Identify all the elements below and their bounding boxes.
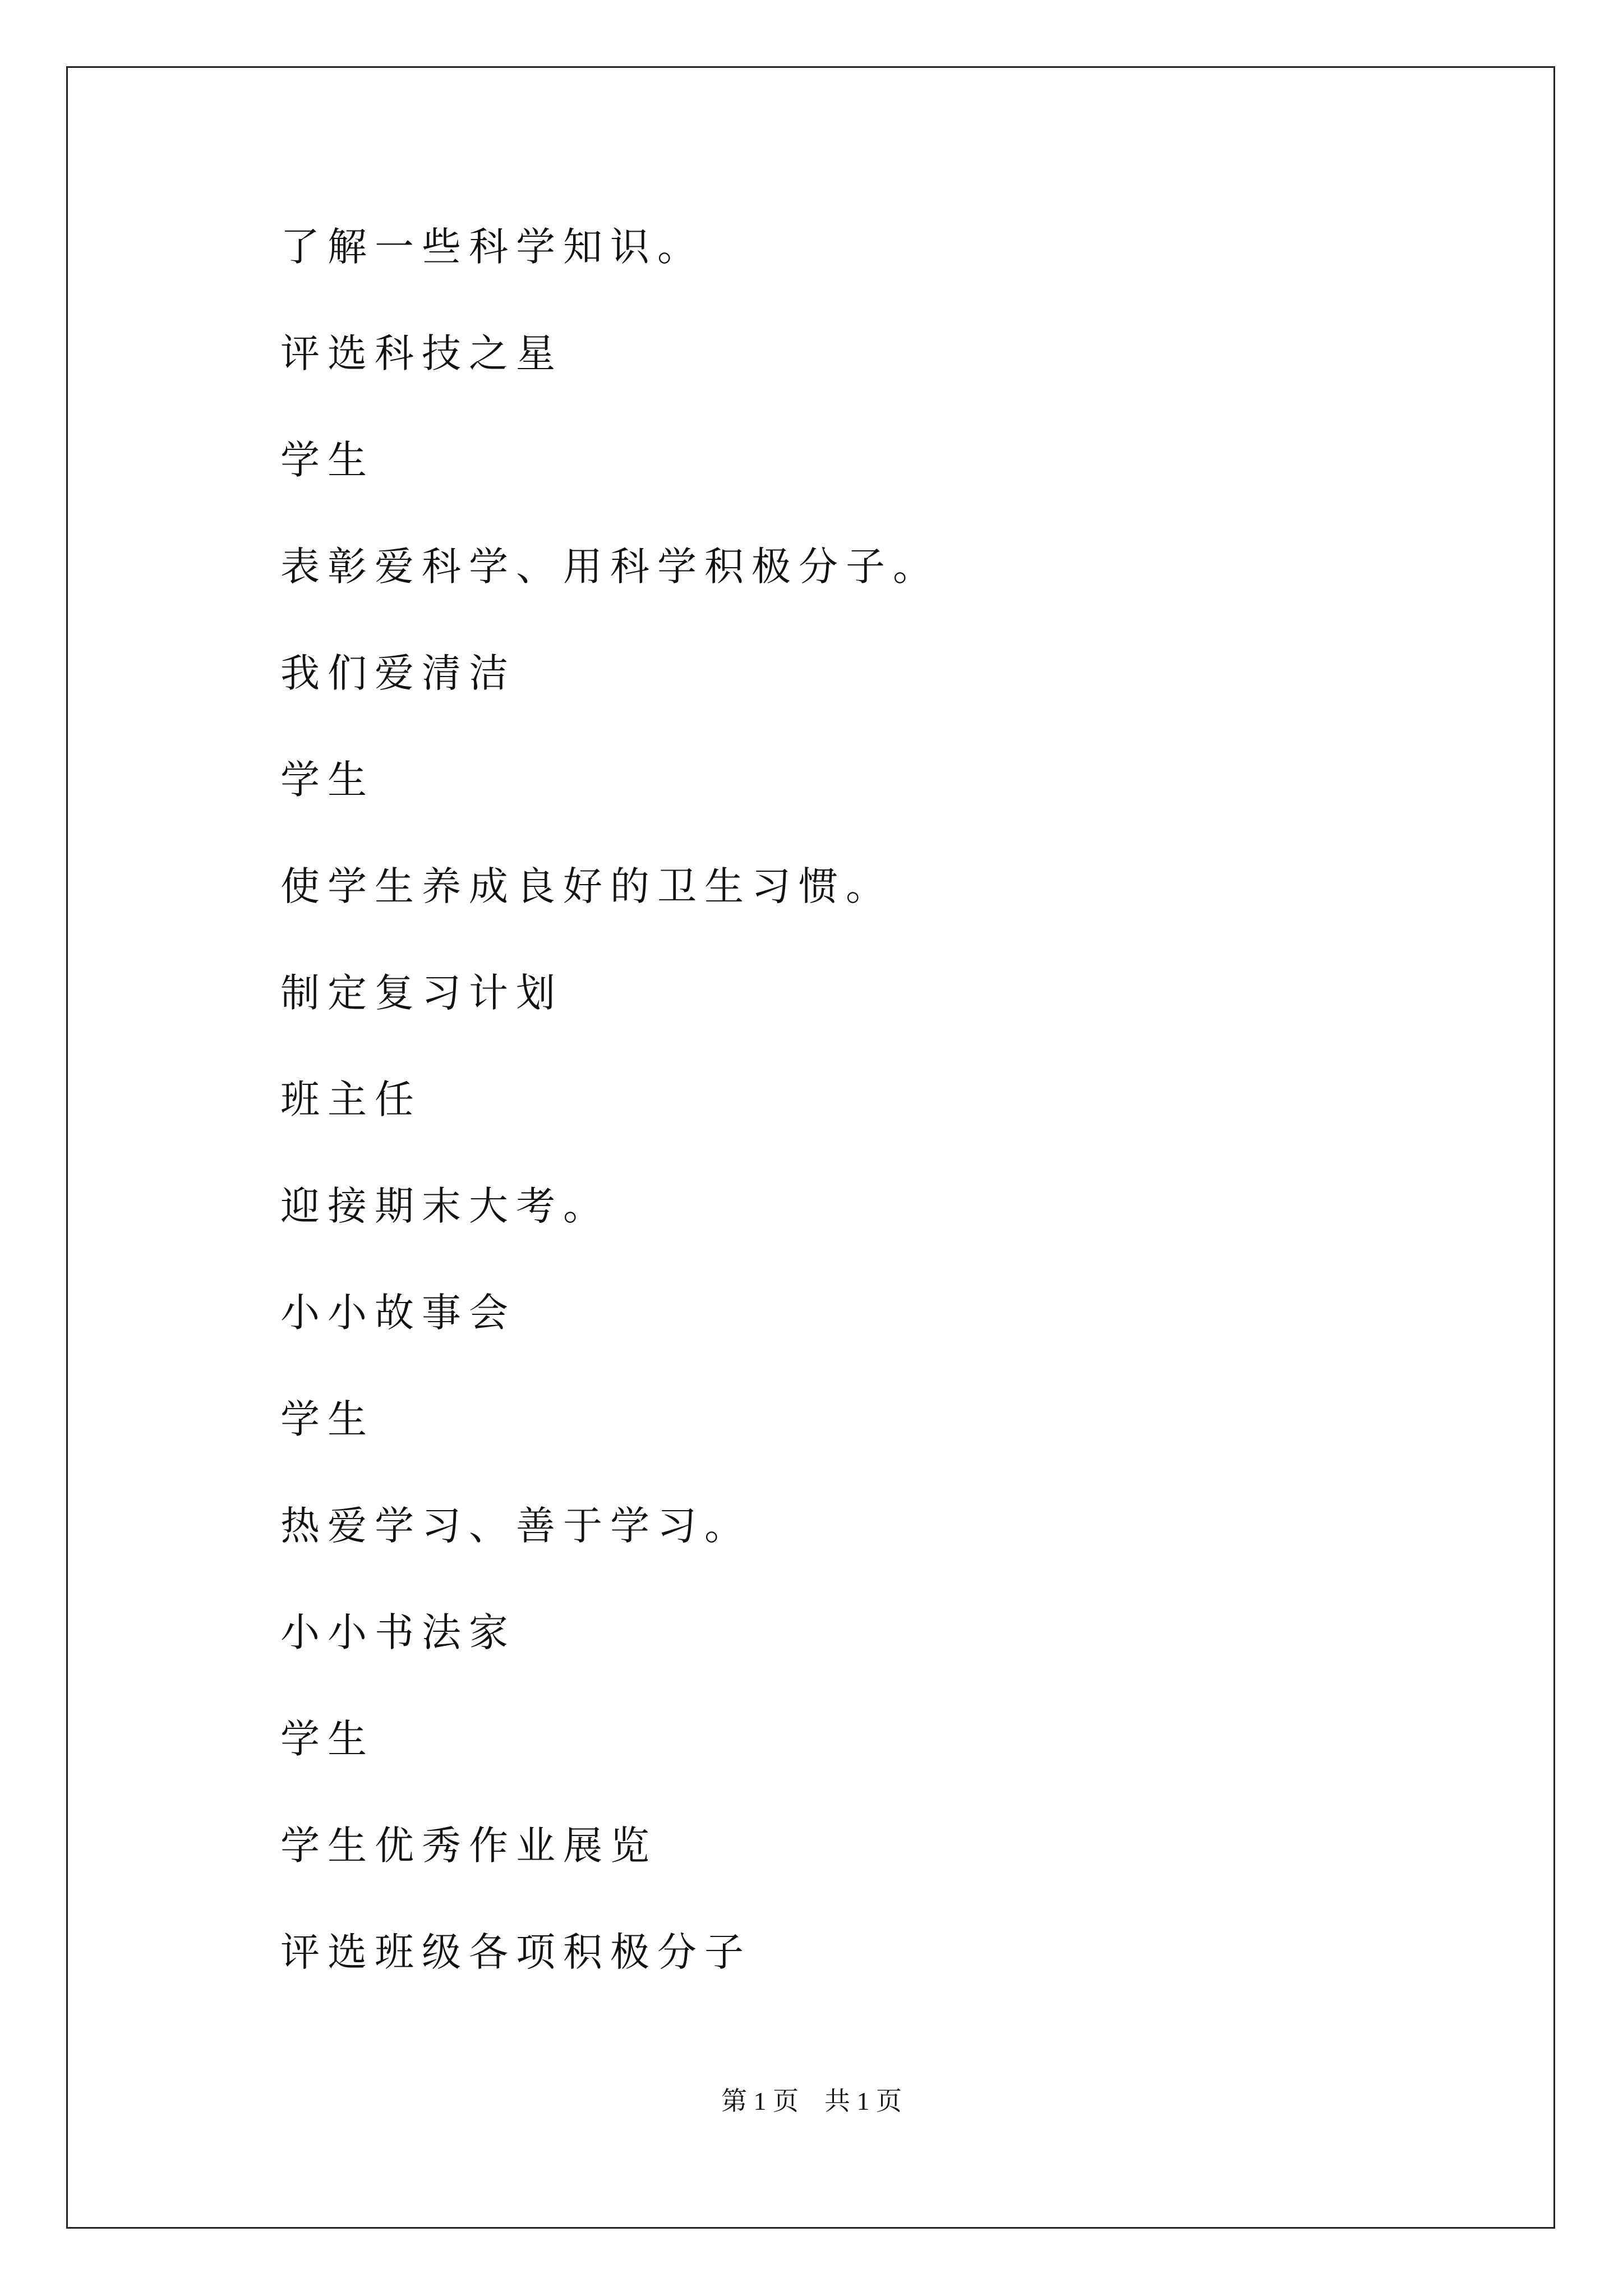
text-line: 学生: [280, 757, 375, 803]
text-line: 班主任: [280, 1076, 422, 1122]
page-number: 第 1 页: [721, 2087, 799, 2115]
text-line: 使学生养成良好的卫生习惯。: [280, 863, 893, 909]
text-line: 表彰爱科学、用科学积极分子。: [280, 544, 940, 590]
text-line: 评选科技之星: [280, 330, 563, 376]
text-line: 制定复习计划: [280, 970, 563, 1016]
text-line: 学生: [280, 437, 375, 483]
text-line: 我们爱清洁: [280, 650, 516, 696]
page-footer: [0, 2085, 1623, 2118]
text-line: 了解一些科学知识。: [280, 224, 704, 270]
text-line: 热爱学习、善于学习。: [280, 1503, 751, 1549]
text-line: 小小故事会: [280, 1290, 516, 1336]
text-line: 小小书法家: [280, 1609, 516, 1655]
page-total: 共 1 页: [824, 2087, 902, 2115]
text-line: 学生: [280, 1716, 375, 1762]
text-line: 学生: [280, 1396, 375, 1442]
text-line: 学生优秀作业展览: [280, 1823, 657, 1869]
text-line: 评选班级各项积极分子: [280, 1929, 751, 1975]
text-line: 迎接期末大考。: [280, 1183, 610, 1229]
document-body: [280, 222, 1458, 2033]
